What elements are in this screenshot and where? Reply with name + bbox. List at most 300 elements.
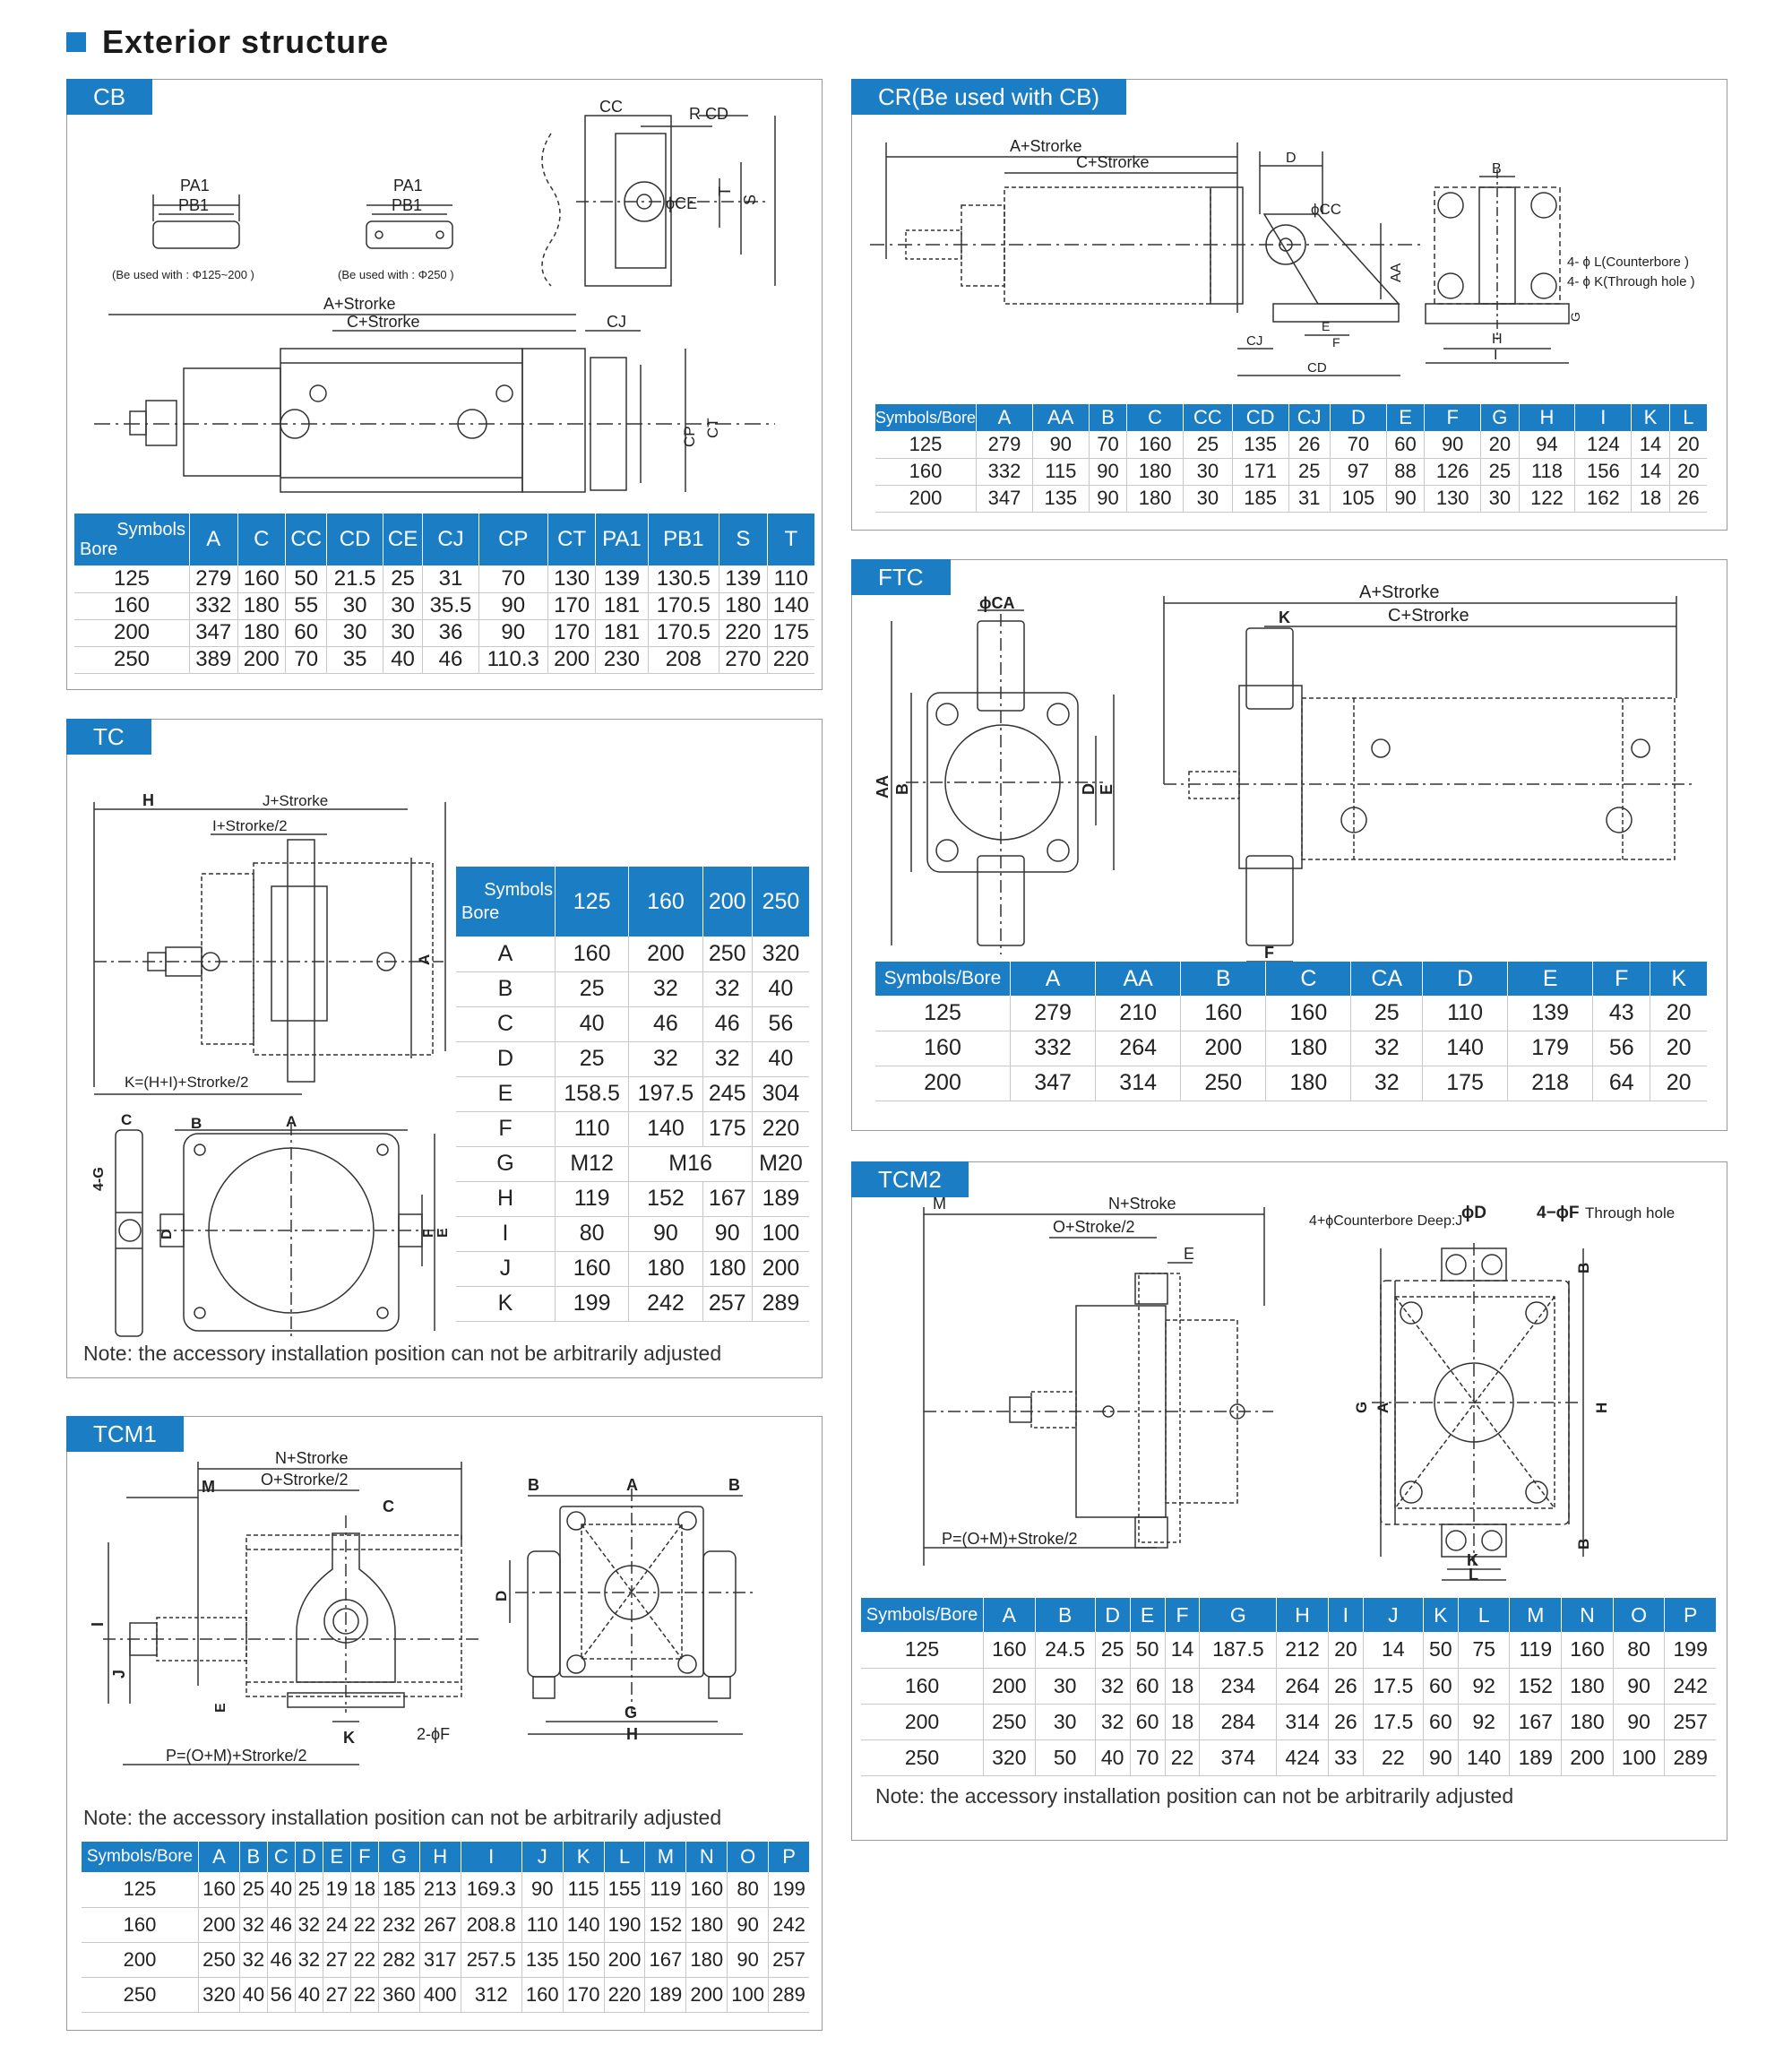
tc-cell: 200 xyxy=(629,937,702,971)
tcm1-cell: 115 xyxy=(563,1872,604,1907)
tcm2-cell: 60 xyxy=(1130,1668,1165,1704)
cr-col: D xyxy=(1330,404,1386,431)
cb-cell: 25 xyxy=(383,565,423,592)
cr-cell: 70 xyxy=(1330,431,1386,458)
tcm1-label-j: J xyxy=(110,1669,128,1679)
tcm2-cell: 234 xyxy=(1200,1668,1277,1704)
cb-cell: 110.3 xyxy=(478,646,547,673)
tc-cell: D xyxy=(456,1041,556,1076)
tcm2-cell: 17.5 xyxy=(1363,1668,1423,1704)
cr-col: CJ xyxy=(1288,404,1330,431)
cr-col: G xyxy=(1481,404,1519,431)
cb-corner-header xyxy=(74,514,190,565)
ftc-tab: FTC xyxy=(851,559,951,595)
tcm1-label-c: C xyxy=(383,1498,394,1515)
cr-tab: CR(Be used with CB) xyxy=(851,79,1126,115)
table-row xyxy=(861,1704,1716,1739)
tc-cell: 110 xyxy=(556,1111,629,1146)
cr-label-k: 4- ϕ K(Through hole ) xyxy=(1567,274,1695,289)
cr-cell: 30 xyxy=(1481,485,1519,512)
cb-cell: 230 xyxy=(596,646,648,673)
tc-cell: M12 xyxy=(556,1146,629,1181)
ftc-cell: 200 xyxy=(1181,1031,1266,1066)
tc-cell: 46 xyxy=(702,1006,752,1041)
tcm1-col: E xyxy=(323,1842,350,1872)
cr-cell: 26 xyxy=(1288,431,1330,458)
cr-cell: 70 xyxy=(1089,431,1126,458)
tcm2-cell: 187.5 xyxy=(1200,1632,1277,1668)
tcm2-cell: 90 xyxy=(1613,1668,1665,1704)
tc-cell: 199 xyxy=(556,1286,629,1321)
tcm1-cell: 200 xyxy=(604,1942,645,1977)
ftc-header: Symbols/Bore xyxy=(875,962,1011,996)
ftc-cell: 43 xyxy=(1593,996,1650,1031)
ftc-cell: 20 xyxy=(1650,996,1707,1031)
tc-cell: 90 xyxy=(702,1216,752,1251)
cr-cell: 185 xyxy=(1232,485,1288,512)
tcm1-col: C xyxy=(267,1842,295,1872)
tcm2-cell: 212 xyxy=(1277,1632,1329,1668)
tcm2-cell: 18 xyxy=(1165,1668,1200,1704)
cr-label-cj: CJ xyxy=(1246,333,1263,349)
ftc-cell: 250 xyxy=(1181,1066,1266,1101)
tcm2-col: N xyxy=(1562,1598,1614,1632)
cb-header-bore: Bore xyxy=(80,539,118,559)
tcm1-col: K xyxy=(563,1842,604,1872)
tc-cell: 32 xyxy=(702,1041,752,1076)
tcm2-cell: 80 xyxy=(1613,1632,1665,1668)
cr-cell: 25 xyxy=(1288,458,1330,485)
tcm2-cell: 33 xyxy=(1328,1739,1363,1775)
tcm1-cell: 167 xyxy=(645,1942,686,1977)
ftc-cell: 56 xyxy=(1593,1031,1650,1066)
ftc-label-f: F xyxy=(1264,944,1274,962)
cr-cell: 20 xyxy=(1481,431,1519,458)
cr-cell: 26 xyxy=(1669,485,1707,512)
table-row xyxy=(82,1907,809,1942)
tcm2-col: K xyxy=(1423,1598,1458,1632)
cr-cell: 115 xyxy=(1032,458,1089,485)
tcm1-header: Symbols/Bore xyxy=(82,1842,199,1872)
cr-cell: 105 xyxy=(1330,485,1386,512)
tcm1-cell: 160 xyxy=(521,1977,563,2012)
tc-cell: 40 xyxy=(556,1006,629,1041)
tcm1-cell: 199 xyxy=(769,1872,809,1907)
tcm2-label-b: B xyxy=(1575,1262,1592,1273)
cb-label-pb1: PB1 xyxy=(178,196,210,214)
cb-cell: 40 xyxy=(383,646,423,673)
tcm2-cell: 75 xyxy=(1458,1632,1510,1668)
tcm1-label-h: H xyxy=(626,1725,638,1743)
tcm1-cell: 100 xyxy=(728,1977,769,2012)
tc-cell: 242 xyxy=(629,1286,702,1321)
cb-label-ct: CT xyxy=(704,418,721,438)
ftc-table xyxy=(875,962,1707,1101)
cr-label-cd: CD xyxy=(1307,360,1327,375)
tcm1-cell: 213 xyxy=(419,1872,461,1907)
tcm1-label-b2: B xyxy=(728,1476,740,1494)
tcm1-cell: 27 xyxy=(323,1977,350,2012)
ftc-cell: 139 xyxy=(1508,996,1593,1031)
tcm1-cell: 32 xyxy=(239,1942,267,1977)
cb-cell: 200 xyxy=(547,646,596,673)
tc-col: 250 xyxy=(752,867,809,937)
tcm2-label-p: P=(O+M)+Stroke/2 xyxy=(942,1530,1078,1548)
cr-col: CC xyxy=(1184,404,1233,431)
tc-cell: 40 xyxy=(752,971,809,1006)
tcm2-cell: 92 xyxy=(1458,1668,1510,1704)
cb-label-a: A+Strorke xyxy=(323,295,396,313)
ftc-cell: 279 xyxy=(1011,996,1096,1031)
tc-label-f: F xyxy=(421,1229,436,1238)
tc-cell: 46 xyxy=(629,1006,702,1041)
tc-cell: 25 xyxy=(556,1041,629,1076)
tcm1-col: H xyxy=(419,1842,461,1872)
table-row xyxy=(456,1216,809,1251)
cb-label-pa1-b: PA1 xyxy=(393,177,423,194)
tcm2-cell: 284 xyxy=(1200,1704,1277,1739)
tcm2-cell: 60 xyxy=(1423,1704,1458,1739)
tc-corner-header xyxy=(456,867,556,937)
tcm1-tab: TCM1 xyxy=(66,1416,184,1452)
tcm1-cell: 80 xyxy=(728,1872,769,1907)
tcm1-col: I xyxy=(461,1842,521,1872)
tc-cell: 160 xyxy=(556,1251,629,1286)
cr-cell: 25 xyxy=(1481,458,1519,485)
cb-cell: 139 xyxy=(719,565,768,592)
tcm1-cell: 200 xyxy=(686,1977,728,2012)
table-row xyxy=(861,1668,1716,1704)
tcm2-cell: 160 xyxy=(861,1668,984,1704)
cb-tab: CB xyxy=(66,79,152,115)
tc-cell: 189 xyxy=(752,1181,809,1216)
tcm2-cell: 90 xyxy=(1613,1704,1665,1739)
tcm2-label-m: M xyxy=(933,1195,946,1213)
cr-cell: 88 xyxy=(1386,458,1424,485)
ftc-label-a: A+Strorke xyxy=(1359,583,1440,602)
cb-col: C xyxy=(237,514,286,565)
cb-label-cc: CC xyxy=(599,98,623,116)
tcm2-cell: 250 xyxy=(984,1704,1036,1739)
tc-cell: 32 xyxy=(702,971,752,1006)
tcm1-label-g: G xyxy=(625,1704,638,1722)
tc-cell: 32 xyxy=(629,971,702,1006)
tc-cell: C xyxy=(456,1006,556,1041)
cr-cell: 14 xyxy=(1632,431,1669,458)
cr-label-e: E xyxy=(1322,319,1331,333)
tc-cell: F xyxy=(456,1111,556,1146)
cb-cell: 60 xyxy=(286,619,327,646)
cr-label-b: B xyxy=(1492,161,1502,177)
tcm2-cell: 200 xyxy=(984,1668,1036,1704)
table-row xyxy=(82,1872,809,1907)
cb-cell: 220 xyxy=(719,619,768,646)
tcm2-cell: 26 xyxy=(1328,1668,1363,1704)
cr-cell: 30 xyxy=(1184,458,1233,485)
table-row xyxy=(456,937,809,971)
cb-cell: 35.5 xyxy=(423,592,478,619)
ftc-cell: 264 xyxy=(1096,1031,1181,1066)
ftc-label-k: K xyxy=(1279,609,1290,626)
tc-cell: 175 xyxy=(702,1111,752,1146)
cr-label-g: G xyxy=(1568,312,1582,322)
tcm1-label-n: N+Strorke xyxy=(275,1449,349,1467)
tcm2-cell: 264 xyxy=(1277,1668,1329,1704)
ftc-cell: 347 xyxy=(1011,1066,1096,1101)
cr-cell: 90 xyxy=(1425,431,1481,458)
cb-cell: 332 xyxy=(190,592,238,619)
tcm2-col: I xyxy=(1328,1598,1363,1632)
tc-cell: 200 xyxy=(752,1251,809,1286)
tcm2-cell: 90 xyxy=(1423,1739,1458,1775)
cb-cell: 170.5 xyxy=(648,592,719,619)
tcm1-cell: 185 xyxy=(378,1872,419,1907)
tcm2-cell: 60 xyxy=(1130,1704,1165,1739)
tcm2-cell: 424 xyxy=(1277,1739,1329,1775)
tcm2-label-e: E xyxy=(1184,1245,1195,1263)
ftc-col: K xyxy=(1650,962,1707,996)
tc-cell: 220 xyxy=(752,1111,809,1146)
tcm1-cell: 250 xyxy=(82,1977,199,2012)
tcm1-cell: 32 xyxy=(295,1942,323,1977)
tc-label-j: J+Strorke xyxy=(263,792,329,809)
tcm1-cell: 160 xyxy=(199,1872,240,1907)
tc-tab: TC xyxy=(66,719,151,755)
cb-cell: 30 xyxy=(383,619,423,646)
tcm2-cell: 320 xyxy=(984,1739,1036,1775)
tcm2-col: L xyxy=(1458,1598,1510,1632)
cb-cell: 130.5 xyxy=(648,565,719,592)
ftc-col: B xyxy=(1181,962,1266,996)
tc-cell: 56 xyxy=(752,1006,809,1041)
cb-used-with-1: (Be used with : Φ125~200 ) xyxy=(112,268,254,281)
page-title xyxy=(66,23,389,61)
cr-label-h: H xyxy=(1492,332,1503,347)
ftc-label-d: D xyxy=(1080,783,1098,795)
cb-cell: 90 xyxy=(478,619,547,646)
tcm2-label-b2: B xyxy=(1575,1538,1592,1549)
cr-cell: 118 xyxy=(1519,458,1575,485)
cr-col: K xyxy=(1632,404,1669,431)
tcm1-cell: 22 xyxy=(350,1977,378,2012)
cb-cell: 90 xyxy=(478,592,547,619)
cr-panel xyxy=(851,79,1727,531)
ftc-cell: 332 xyxy=(1011,1031,1096,1066)
tcm2-cell: 152 xyxy=(1510,1668,1562,1704)
cb-cell: 46 xyxy=(423,646,478,673)
table-row xyxy=(456,1076,809,1111)
cr-cell: 90 xyxy=(1089,458,1126,485)
tcm1-label-f: 2-ϕF xyxy=(417,1725,451,1743)
cr-cell: 171 xyxy=(1232,458,1288,485)
tcm1-table xyxy=(82,1842,809,2013)
cb-cell: 36 xyxy=(423,619,478,646)
table-row xyxy=(875,996,1707,1031)
tcm2-cell: 92 xyxy=(1458,1704,1510,1739)
tcm1-drawing xyxy=(67,1417,823,1802)
tcm1-cell: 169.3 xyxy=(461,1872,521,1907)
tcm2-panel xyxy=(851,1161,1727,1841)
cb-cell: 21.5 xyxy=(327,565,383,592)
tcm1-cell: 25 xyxy=(239,1872,267,1907)
tcm2-cell: 125 xyxy=(861,1632,984,1668)
tcm2-label-n: N+Stroke xyxy=(1108,1195,1176,1213)
cb-label-pa1: PA1 xyxy=(180,177,210,194)
tcm2-label-h: H xyxy=(1593,1402,1610,1413)
cb-cell: 200 xyxy=(74,619,190,646)
tc-label-d: D xyxy=(159,1229,175,1239)
cr-cell: 25 xyxy=(1184,431,1233,458)
tcm1-col: B xyxy=(239,1842,267,1872)
tcm2-col: B xyxy=(1035,1598,1095,1632)
cr-col: CD xyxy=(1232,404,1288,431)
table-row xyxy=(861,1739,1716,1775)
table-row xyxy=(875,485,1707,512)
tcm2-cell: 17.5 xyxy=(1363,1704,1423,1739)
table-row xyxy=(875,1031,1707,1066)
tc-label-h: H xyxy=(142,791,154,809)
cr-cell: 90 xyxy=(1386,485,1424,512)
cb-used-with-2: (Be used with : Φ250 ) xyxy=(338,268,454,281)
ftc-cell: 160 xyxy=(875,1031,1011,1066)
tcm1-label-k: K xyxy=(343,1729,355,1747)
tc-cell: 119 xyxy=(556,1181,629,1216)
tc-cell: 197.5 xyxy=(629,1076,702,1111)
tcm2-cell: 25 xyxy=(1095,1632,1130,1668)
cb-cell: 279 xyxy=(190,565,238,592)
cb-drawing xyxy=(67,80,823,528)
tcm2-cell: 189 xyxy=(1510,1739,1562,1775)
tcm1-cell: 289 xyxy=(769,1977,809,2012)
tc-cell: 289 xyxy=(752,1286,809,1321)
tcm1-cell: 46 xyxy=(267,1942,295,1977)
cb-cell: 130 xyxy=(547,565,596,592)
cb-cell: 170 xyxy=(547,619,596,646)
tcm1-cell: 110 xyxy=(521,1907,563,1942)
tcm1-label-e: E xyxy=(213,1703,228,1713)
tcm2-cell: 180 xyxy=(1562,1704,1614,1739)
tcm1-cell: 200 xyxy=(82,1942,199,1977)
cr-cell: 332 xyxy=(977,458,1033,485)
cr-col: A xyxy=(977,404,1033,431)
cb-cell: 200 xyxy=(237,646,286,673)
cr-cell: 135 xyxy=(1232,431,1288,458)
cb-cell: 160 xyxy=(237,565,286,592)
cr-cell: 135 xyxy=(1032,485,1089,512)
cr-cell: 180 xyxy=(1127,485,1184,512)
table-row xyxy=(74,619,814,646)
cb-cell: 70 xyxy=(478,565,547,592)
tcm1-cell: 400 xyxy=(419,1977,461,2012)
tc-cell: I xyxy=(456,1216,556,1251)
tc-panel xyxy=(66,719,823,1378)
tcm2-cell: 24.5 xyxy=(1035,1632,1095,1668)
tcm2-cell: 167 xyxy=(1510,1704,1562,1739)
tcm2-label-k: K xyxy=(1467,1551,1478,1569)
tcm2-drawing xyxy=(852,1162,1728,1584)
tcm1-cell: 257 xyxy=(769,1942,809,1977)
tc-header-bore: Bore xyxy=(461,903,500,923)
cb-cell: 180 xyxy=(237,592,286,619)
cr-cell: 97 xyxy=(1330,458,1386,485)
cr-cell: 14 xyxy=(1632,458,1669,485)
cb-cell: 50 xyxy=(286,565,327,592)
tcm2-cell: 257 xyxy=(1665,1704,1716,1739)
cr-cell: 90 xyxy=(1089,485,1126,512)
tcm1-cell: 232 xyxy=(378,1907,419,1942)
tcm1-cell: 40 xyxy=(267,1872,295,1907)
cb-cell: 35 xyxy=(327,646,383,673)
cb-label-pb1-b: PB1 xyxy=(392,196,423,214)
tcm1-cell: 135 xyxy=(521,1942,563,1977)
tc-cell: 245 xyxy=(702,1076,752,1111)
tcm2-col: G xyxy=(1200,1598,1277,1632)
tcm2-cell: 374 xyxy=(1200,1739,1277,1775)
tcm1-cell: 320 xyxy=(199,1977,240,2012)
tcm2-col: H xyxy=(1277,1598,1329,1632)
table-row xyxy=(456,1251,809,1286)
cr-cell: 347 xyxy=(977,485,1033,512)
tcm2-col: P xyxy=(1665,1598,1716,1632)
tcm2-cell: 60 xyxy=(1423,1668,1458,1704)
tc-header-symbols: Symbols xyxy=(484,880,553,900)
cb-cell: 160 xyxy=(74,592,190,619)
cb-table xyxy=(74,514,814,674)
cb-cell: 180 xyxy=(719,592,768,619)
cr-label-cc: ϕCC xyxy=(1311,201,1342,218)
tcm2-col: J xyxy=(1363,1598,1423,1632)
cb-label-cj: CJ xyxy=(607,313,626,331)
tcm2-cell: 242 xyxy=(1665,1668,1716,1704)
cb-col: PB1 xyxy=(648,514,719,565)
tc-cell: 100 xyxy=(752,1216,809,1251)
tc-drawing xyxy=(67,720,451,1329)
tc-cell: B xyxy=(456,971,556,1006)
title-square-icon xyxy=(66,32,86,52)
cr-cell: 200 xyxy=(875,485,977,512)
tcm2-cell: 14 xyxy=(1363,1632,1423,1668)
cr-cell: 20 xyxy=(1669,431,1707,458)
ftc-cell: 32 xyxy=(1351,1066,1423,1101)
cb-label-c: C+Strorke xyxy=(347,313,420,331)
ftc-label-c: C+Strorke xyxy=(1388,606,1469,626)
tcm2-table xyxy=(861,1598,1716,1776)
tc-cell: 140 xyxy=(629,1111,702,1146)
tcm2-cell: 50 xyxy=(1035,1739,1095,1775)
cr-col: I xyxy=(1575,404,1632,431)
cr-cell: 125 xyxy=(875,431,977,458)
tcm1-cell: 119 xyxy=(645,1872,686,1907)
tc-col: 125 xyxy=(556,867,629,937)
tcm2-cell: 119 xyxy=(1510,1632,1562,1668)
table-row xyxy=(74,646,814,673)
tcm2-col: F xyxy=(1165,1598,1200,1632)
tc-cell: 40 xyxy=(752,1041,809,1076)
tcm1-cell: 170 xyxy=(563,1977,604,2012)
tc-label-tc-a2: A xyxy=(286,1113,297,1130)
tcm1-cell: 160 xyxy=(82,1907,199,1942)
tc-cell: 167 xyxy=(702,1181,752,1216)
tc-cell: H xyxy=(456,1181,556,1216)
tcm1-label-o: O+Strorke/2 xyxy=(261,1471,349,1489)
tcm2-cell: 70 xyxy=(1130,1739,1165,1775)
tcm2-label-d: ϕD xyxy=(1461,1204,1486,1222)
tcm1-col: N xyxy=(686,1842,728,1872)
tcm1-cell: 24 xyxy=(323,1907,350,1942)
tc-table xyxy=(456,867,809,1322)
cb-label-ce: ϕCE xyxy=(666,194,698,212)
cb-col: CE xyxy=(383,514,423,565)
